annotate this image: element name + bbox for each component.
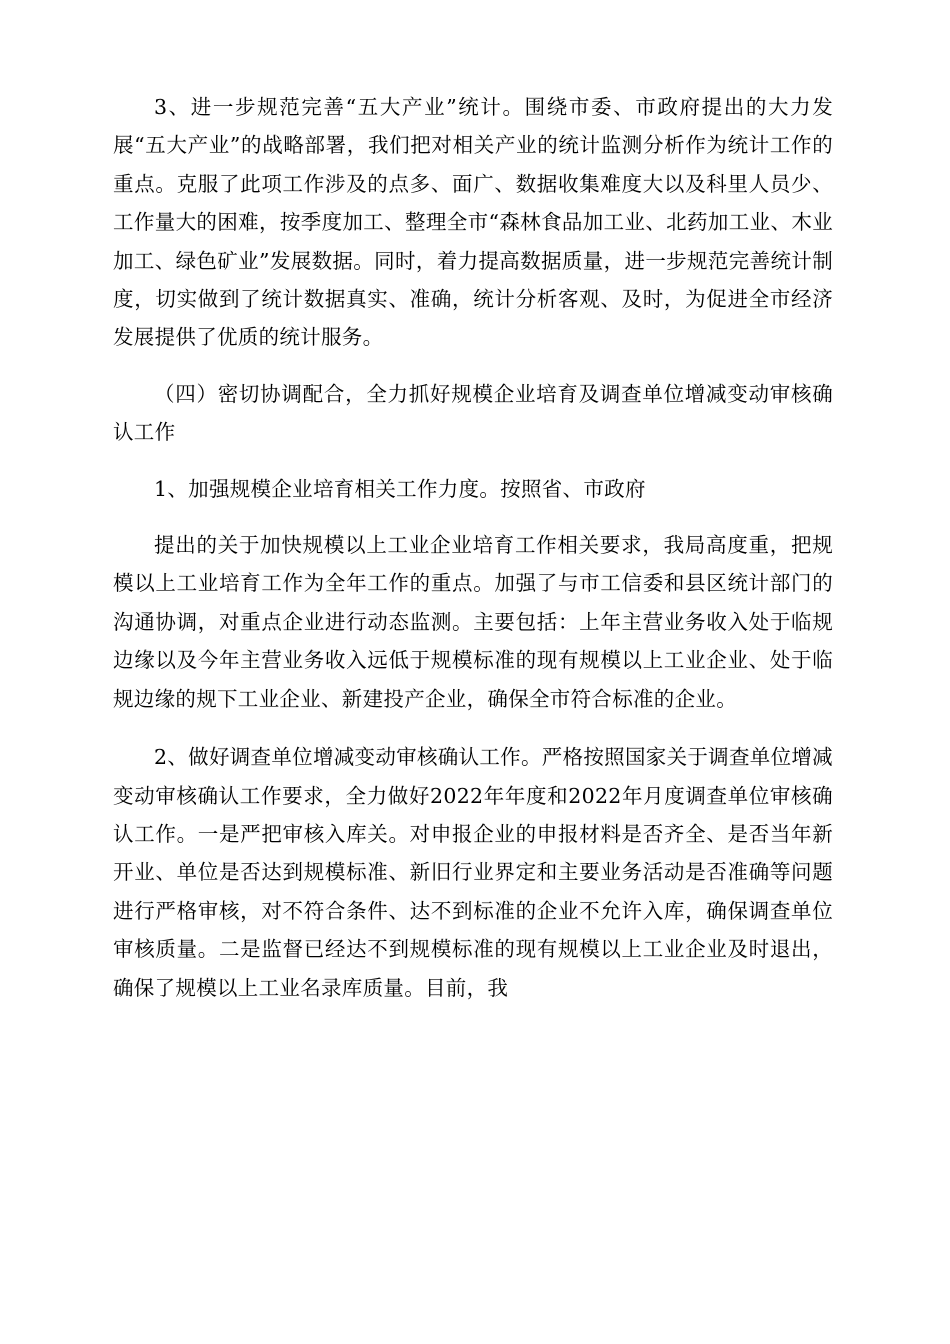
- paragraph-enterprise-cultivation-body: 提出的关于加快规模以上工业企业培育工作相关要求，我局高度重，把规模以上工业培育工作为全年工作的重点。加强了与市工信委和县区统计部门的沟通协调，对重点企业进行动态监测。主要包括：上年主营业务收入处于临规边缘以及今年主营业务收入远低于规模标准的现有规模以上工业企业、处于临规边缘的规下工业企业、新建投产企业，确保全市符合标准的企业。: [113, 533, 833, 711]
- paragraph-enterprise-cultivation-intro: 1、加强规模企业培育相关工作力度。按照省、市政府: [154, 476, 646, 501]
- paragraph-survey-unit-review: 2、做好调查单位增减变动审核确认工作。严格按照国家关于调查单位增减变动审核确认工作要求，全力做好2022年年度和2022年月度调查单位审核确认工作。一是严把审核入库关。对申报企业的申报材料是否齐全、是否当年新开业、单位是否达到规模标准、新旧行业界定和主要业务活动是否准确等问题进行严格审核，对不符合条件、达不到标准的企业不允许入库，确保调查单位审核质量。二是监督已经达不到规模标准的现有规模以上工业企业及时退出，确保了规模以上工业名录库质量。目前，我: [113, 745, 833, 1000]
- section-heading-four: （四）密切协调配合，全力抓好规模企业培育及调查单位增减变动审核确认工作: [113, 381, 833, 445]
- document-body: [113, 88, 833, 1007]
- paragraph-five-industries-statistics: 3、进一步规范完善“五大产业”统计。围绕市委、市政府提出的大力发展“五大产业”的战略部署，我们把对相关产业的统计监测分析作为统计工作的重点。克服了此项工作涉及的点多、面广、数据收集难度大以及科里人员少、工作量大的困难，按季度加工、整理全市“森林食品加工业、北药加工业、木业加工、绿色矿业”发展数据。同时，着力提高数据质量，进一步规范完善统计制度，切实做到了统计数据真实、准确，统计分析客观、及时，为促进全市经济发展提供了优质的统计服务。: [113, 95, 833, 350]
